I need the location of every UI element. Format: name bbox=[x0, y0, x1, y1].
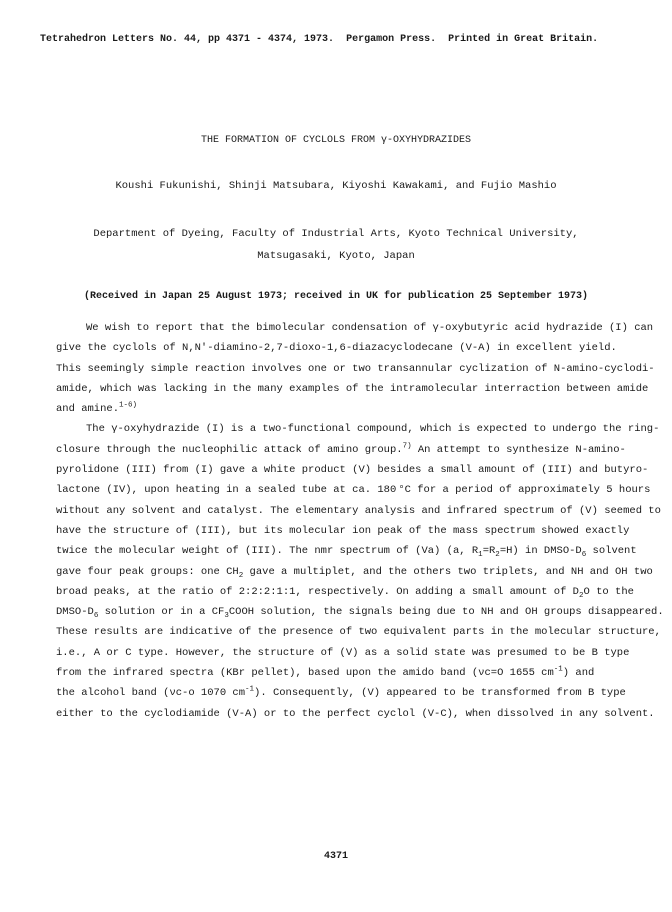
text-run: =R bbox=[482, 545, 496, 558]
text-run: solution or in a CF bbox=[98, 606, 225, 619]
text-run: broad peaks, at the ratio of 2:2:2:1:1, respectively. On adding a small amount of D bbox=[56, 585, 579, 598]
paragraph-2-line: lactone (IV), upon heating in a sealed tube at ca. 180 °C for a period of approximately 5 hours bbox=[56, 484, 651, 497]
text-run: ). Consequently, (V) appeared to be transformed from B type bbox=[254, 687, 626, 700]
subscript: 2 bbox=[579, 591, 584, 600]
text-run: the alcohol band (νc-o 1070 cm bbox=[56, 687, 246, 700]
text-run: solvent bbox=[586, 545, 637, 558]
text-run: gave a multiplet, and the others two triplets, and NH and OH two bbox=[243, 565, 653, 578]
subscript: 2 bbox=[495, 551, 500, 560]
subscript: 3 bbox=[224, 612, 229, 621]
article-title: THE FORMATION OF CYCLOLS FROM γ-OXYHYDRAZIDES bbox=[200, 135, 472, 146]
reference-superscript: 7) bbox=[402, 442, 412, 451]
affiliation-line-1: Department of Dyeing, Faculty of Industrial Arts, Kyoto Technical University, bbox=[93, 228, 579, 240]
paragraph-1-line bbox=[56, 399, 624, 419]
printed-in: Printed in Great Britain. bbox=[448, 34, 599, 45]
paragraph-2-line bbox=[56, 541, 637, 561]
paragraph-2-line bbox=[56, 562, 653, 582]
paragraph-2-line bbox=[56, 582, 634, 602]
affiliation-line-2: Matsugasaki, Kyoto, Japan bbox=[257, 250, 415, 262]
text-run: COOH solution, the signals being due to NH and OH groups disappeared. bbox=[228, 606, 664, 619]
journal-citation: Tetrahedron Letters No. 44, pp 4371 - 4374, 1973. bbox=[40, 34, 335, 45]
paragraph-2-line: without any solvent and catalyst. The elementary analysis and infrared spectrum of (V) seemed to bbox=[56, 504, 661, 517]
superscript: -1 bbox=[245, 685, 255, 694]
journal-header bbox=[40, 34, 604, 45]
text-run: ) and bbox=[562, 667, 595, 680]
paragraph-2-line: pyrolidone (III) from (I) gave a white product (V) besides a small amount of (III) and butyro- bbox=[56, 464, 649, 477]
text-run: DMSO-D bbox=[56, 606, 94, 619]
text-run: from the infrared spectra (KBr pellet), based upon the amido band (νc=O 1655 cm bbox=[56, 667, 554, 680]
paragraph-2-line bbox=[56, 683, 624, 703]
page-number: 4371 bbox=[323, 851, 348, 862]
paragraph-1-line: give the cyclols of N,N'-diamino-2,7-dioxo-1,6-diazacyclodecane (V-A) in excellent yield. bbox=[56, 342, 617, 355]
reference-superscript: 1-6) bbox=[119, 401, 138, 410]
paragraph-1-line: We wish to report that the bimolecular condensation of γ-oxybutyric acid hydrazide (I) can bbox=[86, 322, 654, 334]
text-run: O to the bbox=[583, 585, 634, 598]
subscript: 6 bbox=[581, 551, 587, 560]
paragraph-2-line bbox=[56, 663, 624, 683]
text-run: An attempt to synthesize N-amino- bbox=[411, 443, 626, 456]
paragraph-2-line: have the structure of (III), but its molecular ion peak of the mass spectrum showed exactly bbox=[56, 524, 630, 537]
paragraph-2-line: The γ-oxyhydrazide (I) is a two-functional compound, which is expected to undergo the ring- bbox=[86, 423, 660, 436]
subscript: 2 bbox=[238, 571, 244, 580]
text-run: twice the molecular weight of (III). The nmr spectrum of (Va) (a, R bbox=[56, 545, 479, 558]
superscript: -1 bbox=[553, 665, 563, 674]
paragraph-2-line bbox=[56, 602, 664, 622]
paragraph-1-line: This seemingly simple reaction involves one or two transannular cyclization of N-amino-cyclodi- bbox=[56, 362, 655, 375]
text-run: gave four peak groups: one CH bbox=[56, 565, 239, 578]
paragraph-1-line: amide, which was lacking in the many examples of the intramolecular interraction between amide bbox=[56, 382, 649, 395]
article-body bbox=[56, 318, 664, 724]
author-list: Koushi Fukunishi, Shinji Matsubara, Kiyoshi Kawakami, and Fujio Mashio bbox=[115, 180, 557, 192]
paragraph-2-line: either to the cyclodiamide (V-A) or to the perfect cyclol (V-C), when dissolved in any solvent. bbox=[56, 707, 655, 720]
paragraph-2-line bbox=[56, 440, 624, 460]
publisher: Pergamon Press. bbox=[346, 34, 437, 45]
received-date: (Received in Japan 25 August 1973; received in UK for publication 25 September 1973) bbox=[83, 291, 589, 302]
subscript: 1 bbox=[478, 551, 483, 560]
paragraph-2-line: i.e., A or C type. However, the structure of (V) as a solid state was presumed to be B type bbox=[56, 646, 630, 659]
text-run: =H) in DMSO-D bbox=[499, 545, 582, 558]
subscript: 6 bbox=[93, 612, 99, 621]
text-run: closure through the nucleophilic attack of amino group. bbox=[56, 443, 403, 456]
paragraph-2-line: These results are indicative of the presence of two equivalent parts in the molecular structure, bbox=[56, 626, 661, 639]
text-run: and amine. bbox=[56, 403, 120, 416]
